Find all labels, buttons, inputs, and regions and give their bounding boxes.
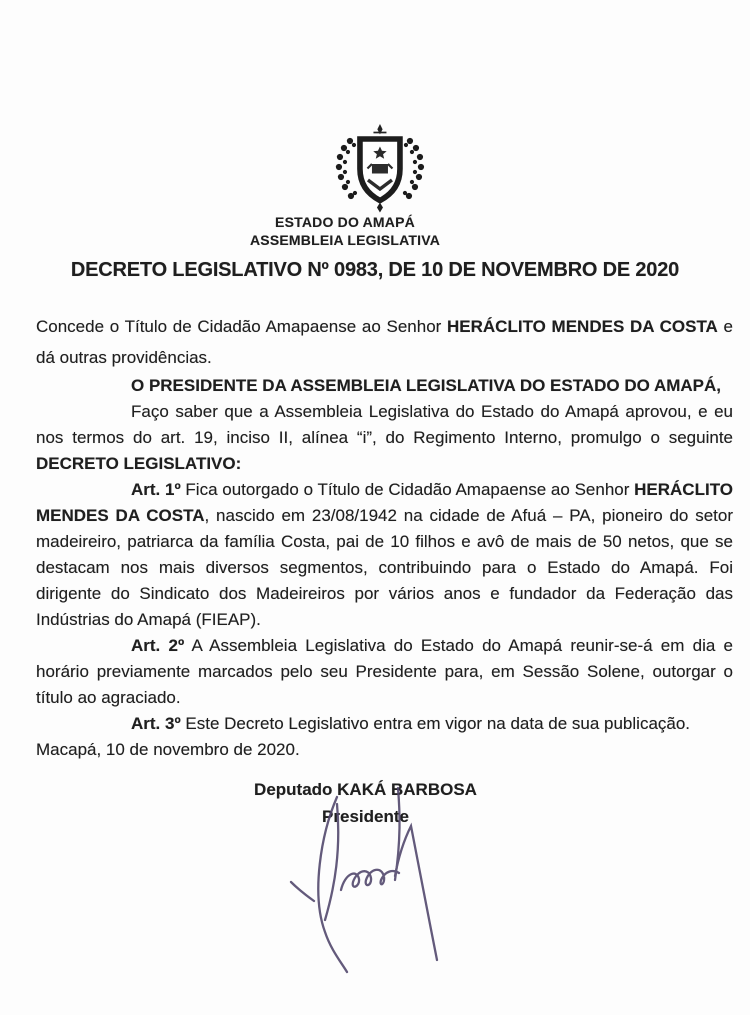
signature-block xyxy=(17,776,714,830)
org-name xyxy=(0,213,720,249)
dateline: Macapá, 10 de novembro de 2020. xyxy=(36,740,300,759)
article-2: Art. 2º A Assembleia Legislativa do Estado do Amapá reunir-se-á em dia e horário previamente marcados pelo seu Presidente para, em Sessão Solene, outorgar o título ao agraciado. xyxy=(36,636,733,707)
decree-title: DECRETO LEGISLATIVO Nº 0983, DE 10 DE NOVEMBRO DE 2020 xyxy=(70,259,680,281)
org-line2: ASSEMBLEIA LEGISLATIVA xyxy=(249,232,441,248)
amapa-coat-of-arms-icon xyxy=(318,124,442,216)
signer-name: Deputado KAKÁ BARBOSA xyxy=(254,780,477,799)
decree-body xyxy=(36,311,733,830)
article-1: Art. 1º Fica outorgado o Título de Cidadão Amapaense ao Senhor HERÁCLITO MENDES DA COSTA, nascido em 23/08/1942 na cidade de Afuá – PA, pioneiro do setor madeireiro, patriarca da família Costa, pai de 10 filhos e avô de mais de 50 netos, que se destacam nos mais diversos segmentos, contribuindo para o Estado do Amapá. Foi dirigente do Sindicato dos Madeireiros por vários anos e fundador da Federação das Indústrias do Amapá (FIEAP). xyxy=(36,480,733,629)
signer-title: Presidente xyxy=(322,807,409,826)
org-line1: ESTADO DO AMAPÁ xyxy=(275,214,415,230)
preamble-opening: O PRESIDENTE DA ASSEMBLEIA LEGISLATIVA DO ESTADO DO AMAPÁ, xyxy=(131,376,721,395)
ementa-paragraph: Concede o Título de Cidadão Amapaense ao Senhor HERÁCLITO MENDES DA COSTA e dá outras providências. xyxy=(36,317,733,367)
preamble-promulgation: Faço saber que a Assembleia Legislativa do Estado do Amapá aprovou, e eu nos termos do art. 19, inciso II, alínea “i”, do Regimento Interno, promulgo o seguinte DECRETO LEGISLATIVO: xyxy=(36,402,733,473)
article-3: Art. 3º Este Decreto Legislativo entra em vigor na data de sua publicação. xyxy=(131,714,691,733)
